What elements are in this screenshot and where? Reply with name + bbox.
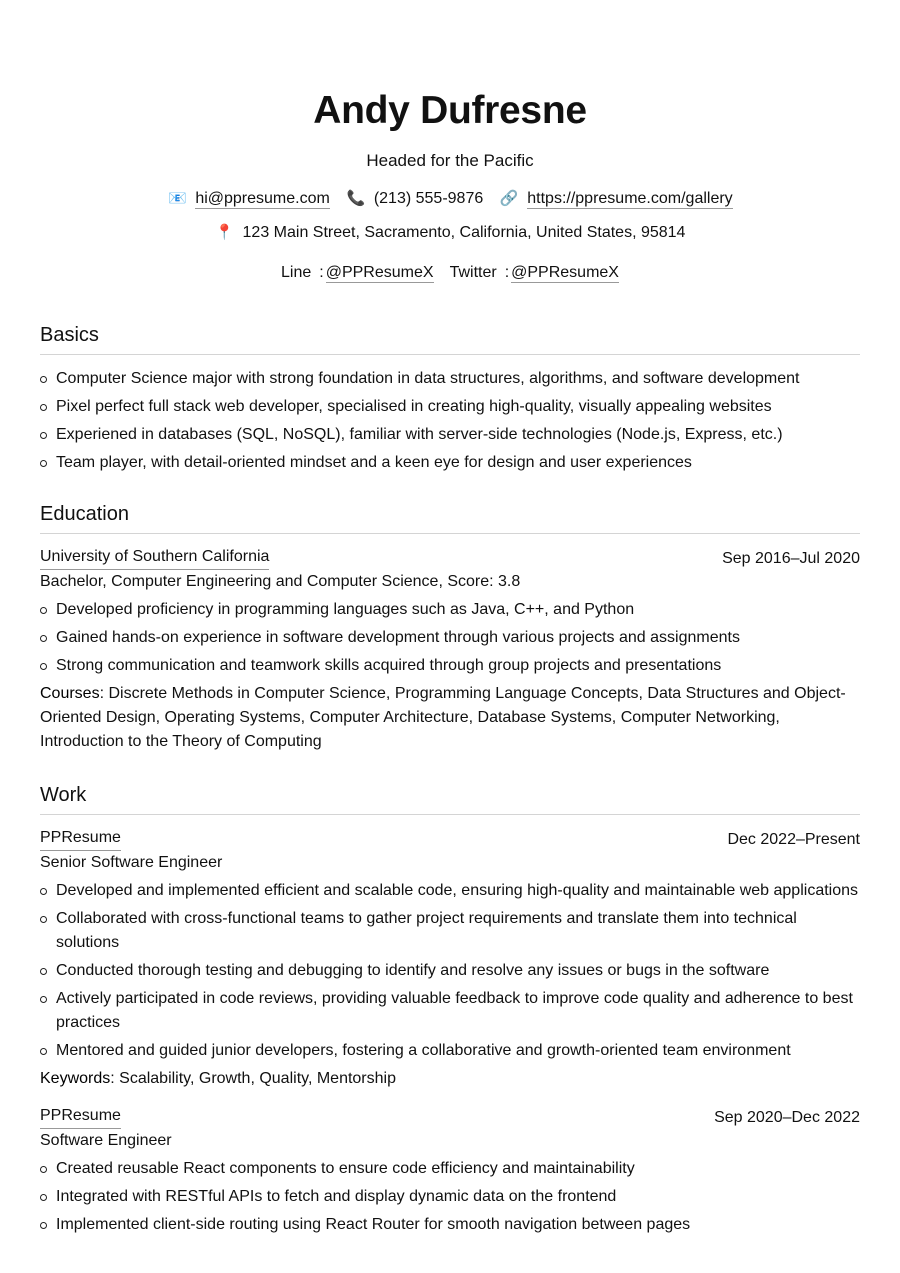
- work-section: [40, 782, 860, 1241]
- profiles-row: [40, 256, 860, 284]
- profile-network: Twitter: [449, 264, 497, 281]
- address-row: [40, 222, 860, 244]
- profile-link[interactable]: @PPResumeX: [511, 264, 619, 281]
- list-item: Implemented client-side routing using React Router for smooth navigation between pages: [40, 1213, 860, 1237]
- work-list: [40, 879, 860, 1063]
- institution-link[interactable]: University of Southern California: [40, 548, 269, 570]
- keywords-line: Keywords: Scalability, Growth, Quality, Mentorship: [40, 1070, 396, 1087]
- profile-separator: :: [504, 264, 510, 281]
- work-entry-header: [40, 1107, 860, 1129]
- email-link[interactable]: hi@ppresume.com: [195, 189, 330, 207]
- website-contact: [499, 188, 732, 210]
- email-contact: [167, 188, 330, 210]
- website-link[interactable]: https://ppresume.com/gallery: [527, 189, 733, 207]
- education-section: [40, 501, 860, 754]
- list-item: Developed proficiency in programming languages such as Java, C++, and Python: [40, 598, 860, 622]
- section-title: Basics: [40, 322, 860, 355]
- list-item: Computer Science major with strong foundation in data structures, algorithms, and software development: [40, 367, 860, 391]
- education-list: [40, 598, 860, 678]
- list-item: Collaborated with cross-functional teams to gather project requirements and translate them into technical solutions: [40, 907, 860, 955]
- list-item: Gained hands-on experience in software development through various projects and assignments: [40, 626, 860, 650]
- basics-section: [40, 322, 860, 479]
- list-item: Integrated with RESTful APIs to fetch and display dynamic data on the frontend: [40, 1185, 860, 1209]
- keywords-label: Keywords: [40, 1070, 111, 1087]
- courses-line: Courses: Discrete Methods in Computer Science, Programming Language Concepts, Data Structures and Object-Oriented Design, Operating Systems, Computer Architecture, Database Systems, Computer Networking, Introduction to the Theory of Computing: [40, 685, 846, 750]
- list-item: Team player, with detail-oriented mindset and a keen eye for design and user experiences: [40, 451, 860, 475]
- profile-separator: :: [319, 264, 324, 281]
- education-dates: Sep 2016–Jul 2020: [722, 550, 860, 567]
- company-link[interactable]: PPResume: [40, 1107, 121, 1129]
- work-dates: Sep 2020–Dec 2022: [714, 1109, 860, 1126]
- list-item: Created reusable React components to ensure code efficiency and maintainability: [40, 1157, 860, 1181]
- list-item: Pixel perfect full stack web developer, specialised in creating high-quality, visually appealing websites: [40, 395, 860, 419]
- list-item: Developed and implemented efficient and scalable code, ensuring high-quality and maintainable web applications: [40, 879, 860, 903]
- link-icon: 🔗: [499, 190, 519, 207]
- address-contact: [215, 222, 686, 244]
- courses-label: Courses: [40, 685, 100, 702]
- candidate-name: Andy Dufresne: [313, 89, 587, 132]
- education-entry-header: [40, 548, 860, 570]
- work-dates: Dec 2022–Present: [727, 831, 860, 848]
- position-line: Software Engineer: [40, 1132, 172, 1149]
- profile-line: [281, 256, 434, 284]
- list-item: Experiened in databases (SQL, NoSQL), familiar with server-side technologies (Node.js, Express, etc.): [40, 423, 860, 447]
- contact-row: [40, 188, 860, 210]
- phone-icon: 📞: [346, 190, 366, 207]
- phone-number: (213) 555-9876: [373, 190, 484, 207]
- phone-contact: [346, 188, 483, 210]
- pin-icon: 📍: [215, 224, 234, 241]
- work-list: [40, 1157, 860, 1237]
- profile-network: Line: [281, 264, 312, 281]
- profile-link[interactable]: @PPResumeX: [325, 264, 434, 281]
- keywords-text: Scalability, Growth, Quality, Mentorship: [119, 1070, 396, 1087]
- section-title: Work: [40, 782, 860, 815]
- list-item: Actively participated in code reviews, providing valuable feedback to improve code quality and adherence to best practices: [40, 987, 860, 1035]
- section-title: Education: [40, 501, 860, 534]
- list-item: Strong communication and teamwork skills acquired through group projects and presentations: [40, 654, 860, 678]
- address-text: 123 Main Street, Sacramento, California, United States, 95814: [242, 224, 686, 241]
- basics-list: [40, 367, 860, 475]
- tagline: Headed for the Pacific: [366, 151, 534, 170]
- company-link[interactable]: PPResume: [40, 829, 121, 851]
- list-item: Mentored and guided junior developers, fostering a collaborative and growth-oriented team environment: [40, 1039, 860, 1063]
- degree-line: Bachelor, Computer Engineering and Computer Science, Score: 3.8: [40, 573, 521, 590]
- position-line: Senior Software Engineer: [40, 854, 223, 871]
- profile-twitter: [450, 256, 619, 284]
- courses-text: Discrete Methods in Computer Science, Programming Language Concepts, Data Structures and Object-Oriented Design, Operating Systems, Computer Architecture, Database Systems, Computer Networking, Introduction to the Theory of Computing: [40, 685, 846, 750]
- envelope-icon: 📧: [167, 190, 187, 207]
- list-item: Conducted thorough testing and debugging to identify and resolve any issues or bugs in the software: [40, 959, 860, 983]
- work-entry-header: [40, 829, 860, 851]
